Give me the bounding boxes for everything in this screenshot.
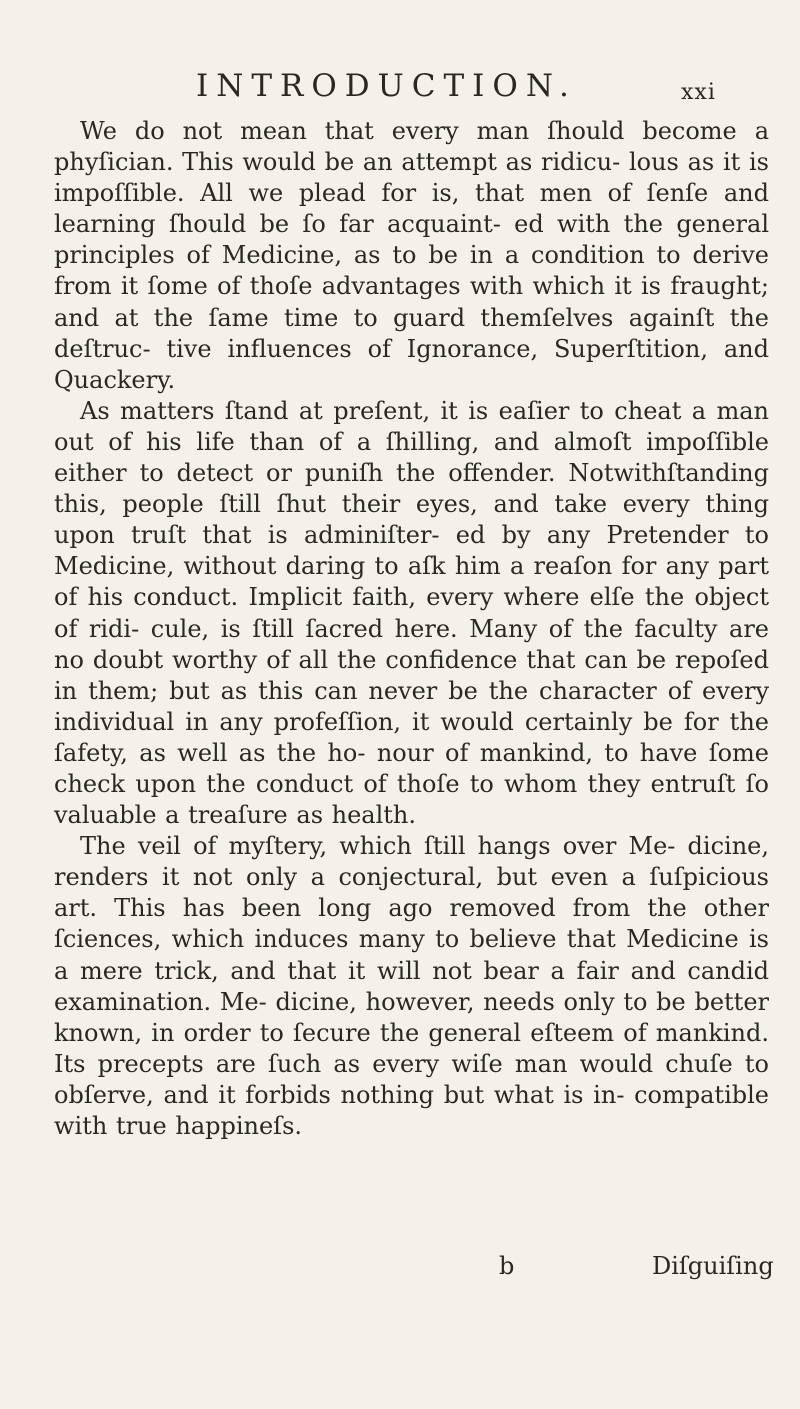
- catchword: Diſguiſing: [652, 1252, 774, 1280]
- paragraph: We do not mean that every man ſhould become a phyſician. This would be an attempt as ridicu- lous as it is impoſſible. All we plead for is, that men of ſenſe and learning ſhould be ſo far acquaint- ed with the general principles of Medicine, as to be in a condition to derive from it ſome of thoſe advantages with which it is fraught; and at the ſame time to guard themſelves againſt the deſtruc- tive influences of Ignorance, Superſtition, and Quackery.: [54, 117, 769, 394]
- page-footer: [0, 1252, 800, 1282]
- body-text: [54, 116, 769, 1142]
- page-header: [196, 68, 736, 108]
- running-title: INTRODUCTION.: [196, 68, 577, 104]
- paragraph: The veil of myſtery, which ſtill hangs over Me- dicine, renders it not only a conjectural, but even a ſuſpicious art. This has been long ago removed from the other ſciences, which induces many to believe that Medicine is a mere trick, and that it will not bear a fair and candid examination. Me- dicine, however, needs only to be better known, in order to ſecure the general eſteem of mankind. Its precepts are ſuch as every wiſe man would chuſe to obſerve, and it forbids nothing but what is in- compatible with true happineſs.: [54, 832, 769, 1140]
- signature-mark: b: [499, 1252, 515, 1280]
- page-number: xxi: [681, 80, 716, 105]
- paragraph: As matters ſtand at preſent, it is eaſier to cheat a man out of his life than of a ſhilling, and almoſt impoſſible either to detect or puniſh the offender. Notwithſtanding this, people ſtill ſhut their eyes, and take every thing upon truſt that is adminiſter- ed by any Pretender to Medicine, without daring to aſk him a reaſon for any part of his conduct. Implicit faith, every where elſe the object of ridi- cule, is ſtill ſacred here. Many of the faculty are no doubt worthy of all the confidence that can be repoſed in them; but as this can never be the character of every individual in any profeſſion, it would certainly be for the ſafety, as well as the ho- nour of mankind, to have ſome check upon the conduct of thoſe to whom they entruſt ſo valuable a treaſure as health.: [54, 396, 769, 830]
